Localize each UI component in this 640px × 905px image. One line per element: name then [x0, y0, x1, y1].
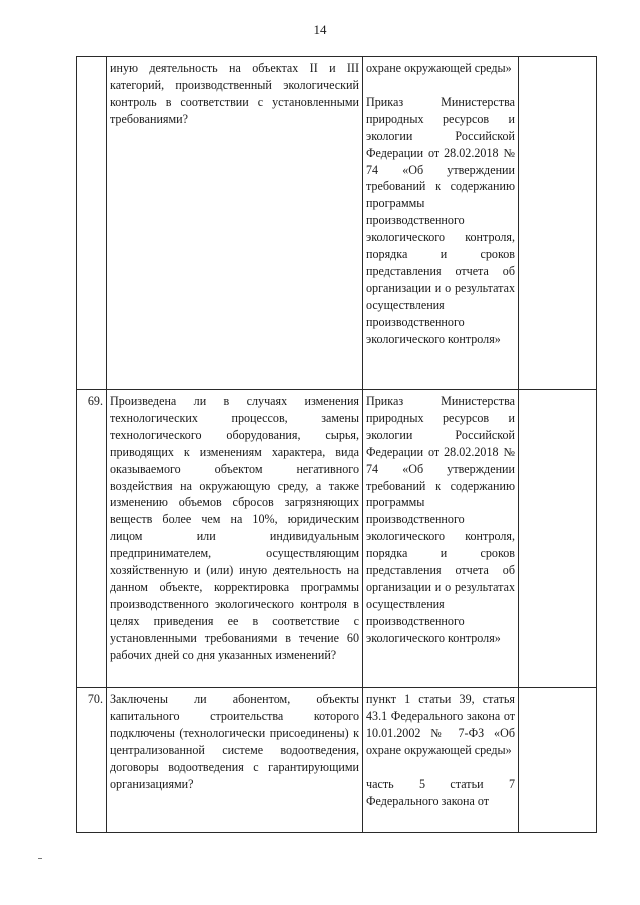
- page-number: 14: [313, 22, 327, 37]
- reference-text: Приказ Министерства природных ресурсов и экологии Российской Федерации от 28.02.2018 № 74 «Об утверждении требований к содержанию программы производственного экологического контроля, порядка и сроков представления отчета об организации и о результатах осуществления производственного экологического контроля»: [366, 94, 515, 346]
- row-empty-cell: [519, 688, 597, 833]
- table-row: [77, 688, 597, 833]
- row-references: [363, 688, 519, 833]
- row-question: иную деятельность на объектах II и III категорий, производственный экологический контроль в соответствии с установленными требованиями?: [107, 57, 363, 390]
- row-references: [363, 57, 519, 390]
- reference-text: часть 5 статьи 7 Федерального закона от: [366, 776, 515, 808]
- reference-text: Приказ Министерства природных ресурсов и экологии Российской Федерации от 28.02.2018 № 74 «Об утверждении требований к содержанию программы производственного экологического контроля, порядка и сроков представления отчета об организации и о результатах осуществления производственного экологического контроля»: [366, 394, 515, 645]
- reference-text: пункт 1 статьи 39, статья 43.1 Федерального закона от 10.01.2002 № 7-ФЗ «Об охране окружающей среды»: [366, 692, 515, 757]
- row-empty-cell: [519, 57, 597, 390]
- row-question: Произведена ли в случаях изменения технологических процессов, замены технологического оборудования, сырья, приводящих к изменениям характера, вида оказываемого объектом негативного воздействия на окружающую среду, а также изменению объемов сбросов загрязняющих веществ более чем на 10%, юридическим лицом или индивидуальным предпринимателем, осуществляющим хозяйственную и (или) иную деятельность на данном объекте, корректировка программы производственного экологического контроля в целях приведения ее в соответствие с установленными требованиями в течение 60 рабочих дней со дня указанных изменений?: [107, 390, 363, 688]
- scan-mark: [38, 858, 42, 859]
- row-references: [363, 390, 519, 688]
- reference-text: охране окружающей среды»: [366, 61, 512, 75]
- row-empty-cell: [519, 390, 597, 688]
- table-row: [77, 57, 597, 390]
- row-number: 69.: [77, 390, 107, 688]
- requirements-table: [76, 56, 597, 833]
- row-question: Заключены ли абонентом, объекты капитального строительства которого подключены (технологически присоединены) к централизованной системе водоотведения, договоры водоотведения с гарантирующими организациями?: [107, 688, 363, 833]
- row-number: 70.: [77, 688, 107, 833]
- row-number: [77, 57, 107, 390]
- table-row: [77, 390, 597, 688]
